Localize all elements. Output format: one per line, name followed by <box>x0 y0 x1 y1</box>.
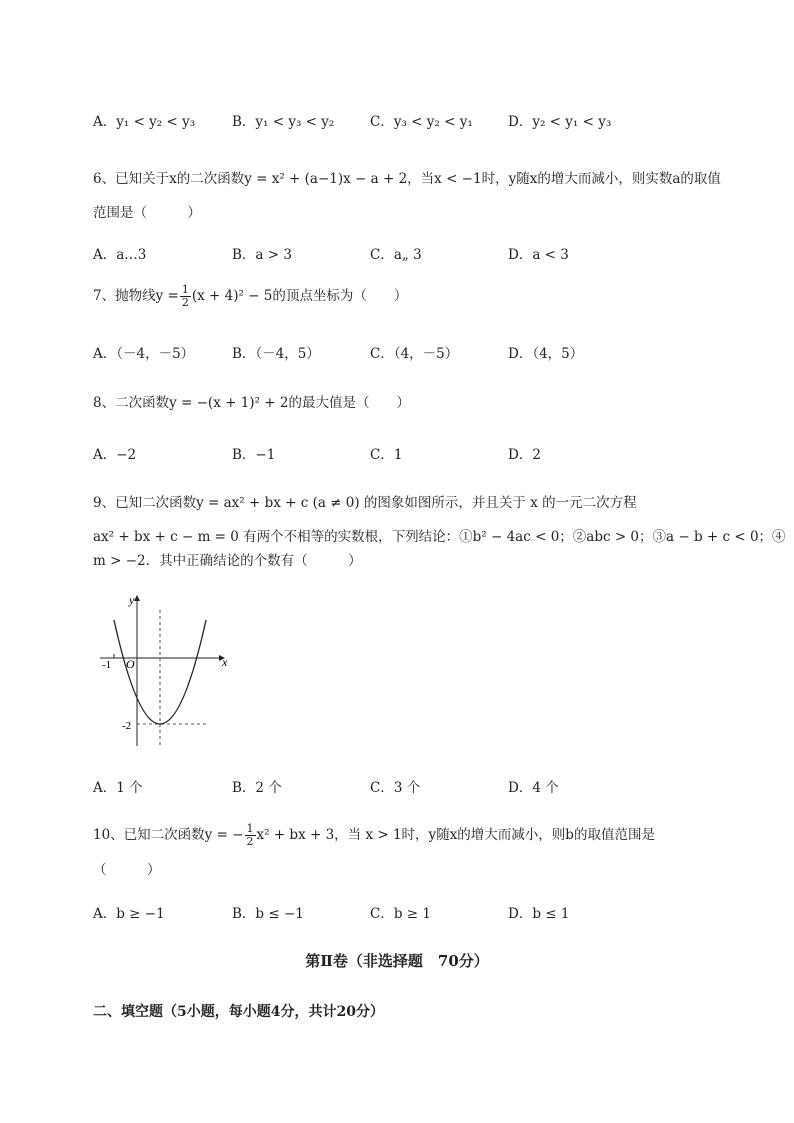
q6-stem-line2: 范围是（ ） <box>93 205 201 221</box>
q6-option-a: A．a…3 <box>93 247 147 263</box>
q10-stem <box>93 823 655 848</box>
q6-stem-line1: 6、已知关于x的二次函数y = x² + (a−1)x − a + 2，当x < −1时，y随x的增大而减小，则实数a的取值 <box>93 171 721 187</box>
q7-prefix: 7、抛物线y = <box>93 288 179 304</box>
q10-fraction <box>245 823 256 848</box>
q8-option-a: A．−2 <box>93 447 137 463</box>
fill-in-section-heading: 二、填空题（5小题，每小题4分，共计20分） <box>93 1004 384 1020</box>
q7-options <box>93 342 653 362</box>
q9-option-c: C．3 个 <box>370 780 421 796</box>
q5-option-a: A．y₁ < y₂ < y₃ <box>93 114 196 130</box>
q6-option-b: B．a > 3 <box>232 247 292 263</box>
q9-parabola-graph <box>96 590 236 750</box>
q10-stem-line2: （ ） <box>93 862 161 878</box>
q8-stem: 8、二次函数y = −(x + 1)² + 2的最大值是（ ） <box>93 395 410 411</box>
q8-option-d: D．2 <box>508 447 541 463</box>
q10-frac-den: 2 <box>246 835 254 848</box>
q7-frac-den: 2 <box>181 296 189 309</box>
graph-origin-label: O <box>126 657 135 671</box>
q7-option-b: B．（－4，5） <box>232 346 320 362</box>
q9-options <box>93 776 653 796</box>
q10-prefix: 10、已知二次函数y = − <box>93 827 244 843</box>
q10-option-d: D．b ≤ 1 <box>508 906 570 922</box>
q10-frac-num: 1 <box>246 822 254 835</box>
q7-stem <box>93 284 407 309</box>
q8-options <box>93 443 653 463</box>
q9-option-b: B．2 个 <box>232 780 282 796</box>
q7-frac-num: 1 <box>181 283 189 296</box>
q5-options <box>93 110 653 130</box>
q5-option-d: D．y₂ < y₁ < y₃ <box>508 114 612 130</box>
q9-option-a: A．1 个 <box>93 780 143 796</box>
q10-option-a: A．b ≥ −1 <box>93 906 165 922</box>
graph-neg1-label: -1 <box>102 659 112 671</box>
q7-fraction <box>180 284 191 309</box>
graph-x-label: x <box>222 655 228 669</box>
q10-options <box>93 902 653 922</box>
q6-options <box>93 243 653 263</box>
graph-neg2-label: -2 <box>122 720 132 732</box>
graph-y-label: y <box>129 593 135 607</box>
q5-option-c: C．y₃ < y₂ < y₁ <box>370 114 473 130</box>
q10-option-b: B．b ≤ −1 <box>232 906 304 922</box>
q10-option-c: C．b ≥ 1 <box>370 906 431 922</box>
q5-option-b: B．y₁ < y₃ < y₂ <box>232 114 335 130</box>
q9-stem-line2: ax² + bx + c − m = 0 有两个不相等的实数根，下列结论：①b² − 4ac < 0；②abc > 0；③a − b + c < 0；④ <box>93 529 786 545</box>
q9-option-d: D．4 个 <box>508 780 559 796</box>
q9-stem-line1: 9、已知二次函数y = ax² + bx + c (a ≠ 0) 的图象如图所示，并且关于 x 的一元二次方程 <box>93 495 637 511</box>
q8-option-c: C．1 <box>370 447 403 463</box>
q9-stem-line3: m > −2．其中正确结论的个数有（ ） <box>93 553 362 569</box>
q6-option-c: C．a„ 3 <box>370 247 422 263</box>
q6-option-d: D．a < 3 <box>508 247 569 263</box>
q7-option-a: A．（－4，－5） <box>93 346 195 362</box>
q7-suffix: (x + 4)² − 5的顶点坐标为（ ） <box>191 288 408 304</box>
q7-option-c: C．（4，－5） <box>370 346 459 362</box>
q8-option-b: B．−1 <box>232 447 276 463</box>
q10-suffix: x² + bx + 3，当 x > 1时，y随x的增大而减小，则b的取值范围是 <box>256 827 655 843</box>
part2-title: 第Ⅱ卷（非选择题 70分） <box>305 952 489 970</box>
q7-option-d: D．（4，5） <box>508 346 584 362</box>
